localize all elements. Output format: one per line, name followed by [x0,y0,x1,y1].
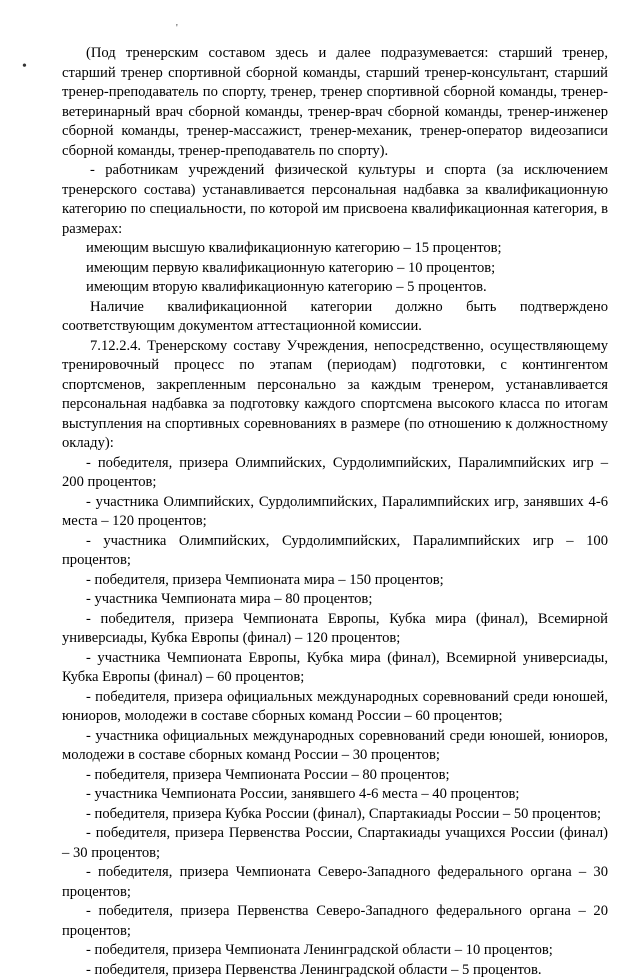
scan-artifact: ' [176,24,178,34]
list-item: - участника Чемпионата Европы, Кубка мира (финал), Всемирной универсиады, Кубка Европы (финал) – 60 процентов; [62,649,608,688]
list-item: - победителя, призера Чемпионата мира – 150 процентов; [62,571,608,591]
list-item: имеющим вторую квалификационную категорию – 5 процентов. [62,278,608,298]
list-item: - победителя, призера Чемпионата Ленинградской области – 10 процентов; [62,941,608,961]
document-body [62,44,608,980]
paragraph-qualification-bonus: - работникам учреждений физической культуры и спорта (за исключением тренерского состава) устанавливается персональная надбавка за квалификационную категорию по специальности, по которой им присвоена квалификационная категория, в размерах: [62,161,608,239]
paragraph-category-confirmation: Наличие квалификационной категории должно быть подтверждено соответствующим документом аттестационной комиссии. [62,298,608,337]
list-item: - победителя, призера официальных международных соревнований среди юношей, юниоров, молодежи в составе сборных команд России – 60 процентов; [62,688,608,727]
list-item: имеющим высшую квалификационную категорию – 15 процентов; [62,239,608,259]
list-item: имеющим первую квалификационную категорию – 10 процентов; [62,259,608,279]
list-item: - участника Чемпионата мира – 80 процентов; [62,590,608,610]
list-item: - участника Олимпийских, Сурдолимпийских, Паралимпийских игр, занявших 4-6 места – 120 процентов; [62,493,608,532]
scan-artifact: • [22,60,27,74]
list-item: - победителя, призера Олимпийских, Сурдолимпийских, Паралимпийских игр – 200 процентов; [62,454,608,493]
list-item: - победителя, призера Кубка России (финал), Спартакиады России – 50 процентов; [62,805,608,825]
list-item: - победителя, призера Первенства Северо-Западного федерального органа – 20 процентов; [62,902,608,941]
list-item: - победителя, призера Первенства Ленинградской области – 5 процентов. [62,961,608,980]
list-item: - участника официальных международных соревнований среди юношей, юниоров, молодежи в составе сборных команд России – 30 процентов; [62,727,608,766]
paragraph-section-7-12-2-4: 7.12.2.4. Тренерскому составу Учреждения, непосредственно, осуществляющему тренировочный процесс по этапам (периодам) подготовки, с контингентом спортсменов, закрепленным персонально за каждым тренером, устанавливается персональная надбавка за подготовку каждого спортсмена высокого класса по итогам выступления на спортивных соревнованиях в размере (по отношению к должностному окладу): [62,337,608,454]
paragraph-coaching-staff-definition: (Под тренерским составом здесь и далее подразумевается: старший тренер, старший тренер спортивной сборной команды, старший тренер-консультант, старший тренер-преподаватель по спорту, тренер, тренер спортивной сборной команды, тренер-ветеринарный врач сборной команды, тренер-врач сборной команды, тренер-инженер сборной команды, тренер-массажист, тренер-механик, тренер-оператор видеозаписи сборной команды, тренер-преподаватель по спорту). [62,44,608,161]
list-item: - участника Чемпионата России, занявшего 4-6 места – 40 процентов; [62,785,608,805]
list-item: - победителя, призера Чемпионата России – 80 процентов; [62,766,608,786]
list-item: - победителя, призера Чемпионата Северо-Западного федерального органа – 30 процентов; [62,863,608,902]
list-item: - победителя, призера Чемпионата Европы, Кубка мира (финал), Всемирной универсиады, Кубка Европы (финал) – 120 процентов; [62,610,608,649]
list-item: - участника Олимпийских, Сурдолимпийских, Паралимпийских игр – 100 процентов; [62,532,608,571]
list-item: - победителя, призера Первенства России, Спартакиады учащихся России (финал) – 30 процентов; [62,824,608,863]
